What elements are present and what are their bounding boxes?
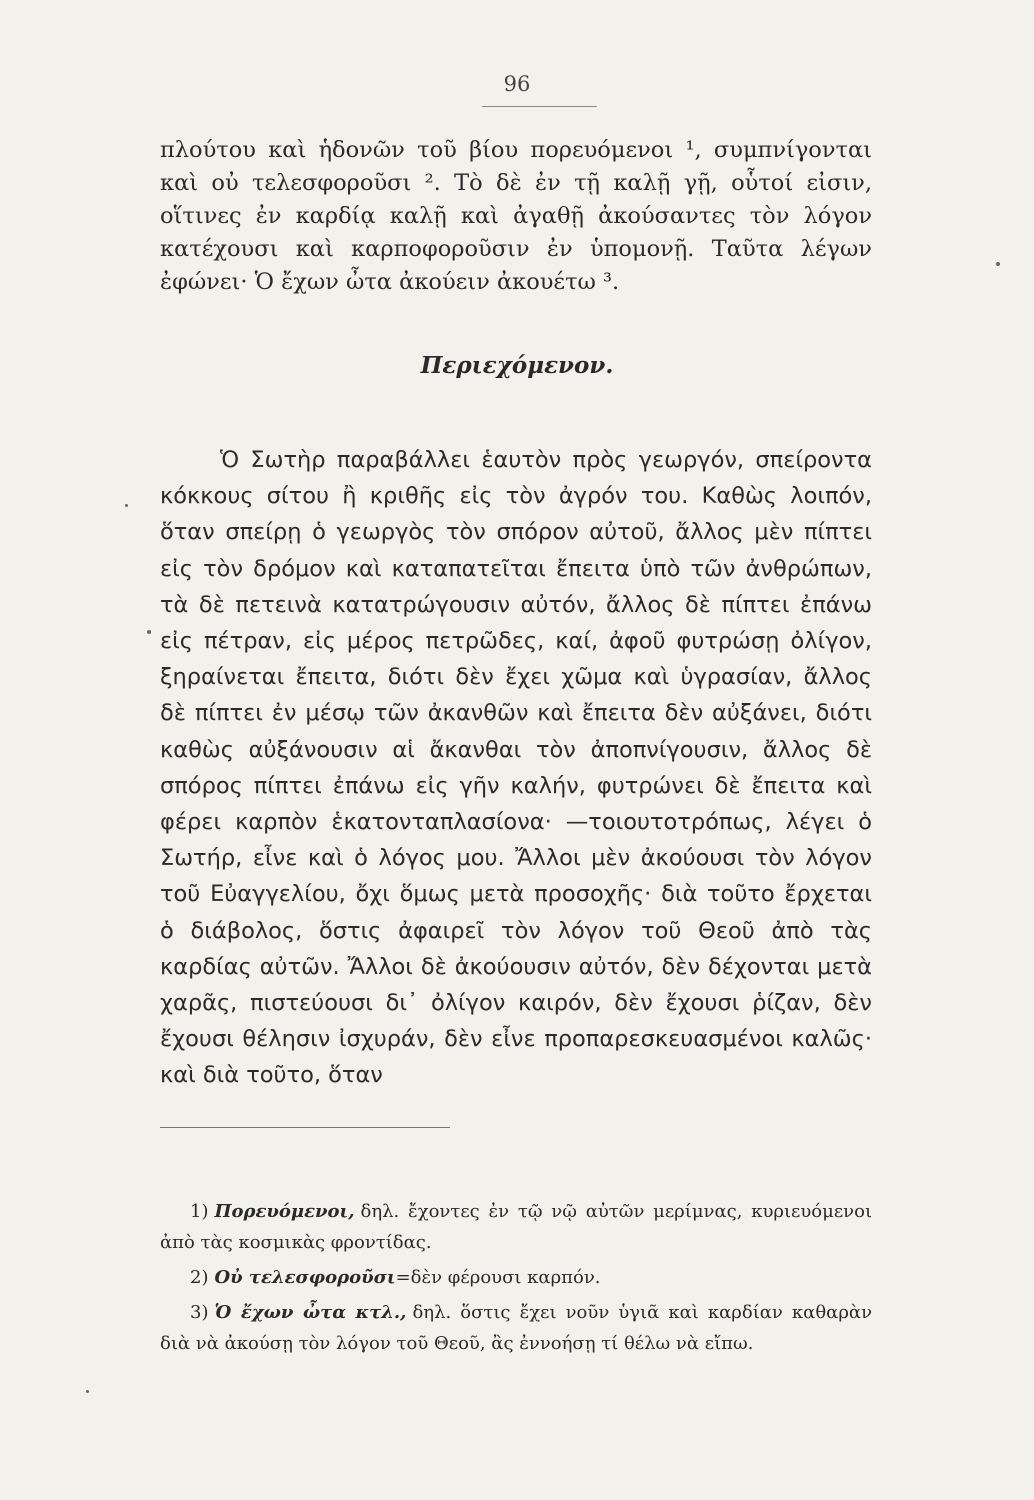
margin-speck: [86, 1390, 89, 1393]
footnote-term: Οὐ τελεσφοροῦσι: [214, 1267, 396, 1288]
margin-speck: [125, 504, 128, 507]
footnotes: [160, 1196, 872, 1363]
footnote-gloss: δηλ. ὅστις ἔχει νοῦν ὑγιᾶ καὶ καρδίαν καθαρὰν διὰ νὰ ἀκούσῃ τὸν λόγον τοῦ Θεοῦ, ἂς ἐννοήσῃ τί θέλω νὰ εἴπω.: [160, 1302, 873, 1354]
page-number-rule: [482, 106, 597, 107]
page-number: 96: [503, 72, 531, 96]
margin-speck: [147, 630, 151, 634]
footnote-number: 2): [190, 1267, 209, 1288]
footnote-1: [160, 1196, 872, 1258]
footnote-2: [160, 1262, 872, 1293]
footnote-gloss: =δὲν φέρουσι καρπόν.: [395, 1267, 601, 1288]
content-paragraph: Ὁ Σωτὴρ παραβάλλει ἑαυτὸν πρὸς γεωργόν, σπείροντα κόκκους σίτου ἢ κριθῆς εἰς τὸν ἀγρόν του. Καθὼς λοιπόν, ὅταν σπείρῃ ὁ γεωργὸς τὸν σπόρον αὐτοῦ, ἄλλος μὲν πίπτει εἰς τὸν δρόμον καὶ καταπατεῖται ἔπειτα ὑπὸ τῶν ἀνθρώπων, τὰ δὲ πετεινὰ κατατρώγουσιν αὐτόν, ἄλλος δὲ πίπτει ἐπάνω εἰς πέτραν, εἰς μέρος πετρῶδες, καί, ἀφοῦ φυτρώσῃ ὀλίγον, ξηραίνεται ἔπειτα, διότι δὲν ἔχει χῶμα καὶ ὑγρασίαν, ἄλλος δὲ πίπτει ἐν μέσῳ τῶν ἀκανθῶν καὶ ἔπειτα δὲν αὐξάνει, διότι καθὼς αὐξάνουσιν αἱ ἄκανθαι τὸν ἀποπνίγουσιν, ἄλλος δὲ σπόρος πίπτει ἐπάνω εἰς γῆν καλήν, φυτρώνει δὲ ἔπειτα καὶ φέρει καρπὸν ἑκατονταπλασίονα· —τοιουτοτρόπως, λέγει ὁ Σωτήρ, εἶνε καὶ ὁ λόγος μου. Ἄλλοι μὲν ἀκούουσι τὸν λόγον τοῦ Εὐαγγελίου, ὄχι ὅμως μετὰ προσοχῆς· διὰ τοῦτο ἔρχεται ὁ διάβολος, ὅστις ἀφαιρεῖ τὸν λόγον τοῦ Θεοῦ ἀπὸ τὰς καρδίας αὐτῶν. Ἄλλοι δὲ ἀκούουσιν αὐτόν, δὲν δέχονται μετὰ χαρᾶς, πιστεύουσι δι᾽ ὀλίγον καιρόν, δὲν ἔχουσι ῥίζαν, δὲν ἔχουσι θέλησιν ἰσχυράν, δὲν εἶνε προπαρεσκευασμένοι καλῶς· καὶ διὰ τοῦτο, ὅταν: [160, 447, 872, 1089]
margin-speck: [996, 262, 1000, 266]
footnote-term: Ὁ ἔχων ὦτα κτλ.,: [214, 1302, 407, 1323]
footnote-gloss: δηλ. ἔχοντες ἐν τῷ νῷ αὐτῶν μερίμνας, κυριευόμενοι ἀπὸ τὰς κοσμικὰς φροντίδας.: [160, 1201, 872, 1253]
footnote-3: [160, 1297, 872, 1359]
section-heading: Περιεχόμενον.: [420, 352, 614, 379]
intro-paragraph: πλούτου καὶ ἡδονῶν τοῦ βίου πορευόμενοι ¹, συμπνίγονται καὶ οὐ τελεσφοροῦσι ². Τὸ δὲ ἐν τῇ καλῇ γῇ, οὗτοί εἰσιν, οἵτινες ἐν καρδίᾳ καλῇ καὶ ἀγαθῇ ἀκούσαντες τὸν λόγον κατέχουσι καὶ καρποφοροῦσιν ἐν ὑπομονῇ. Ταῦτα λέγων ἐφώνει· Ὁ ἔχων ὦτα ἀκούειν ἀκουέτω ³.: [160, 137, 872, 295]
footnote-separator: [160, 1127, 450, 1128]
footnote-number: 1): [190, 1201, 209, 1222]
footnote-number: 3): [190, 1302, 209, 1323]
footnote-term: Πορευόμενοι,: [214, 1201, 355, 1222]
